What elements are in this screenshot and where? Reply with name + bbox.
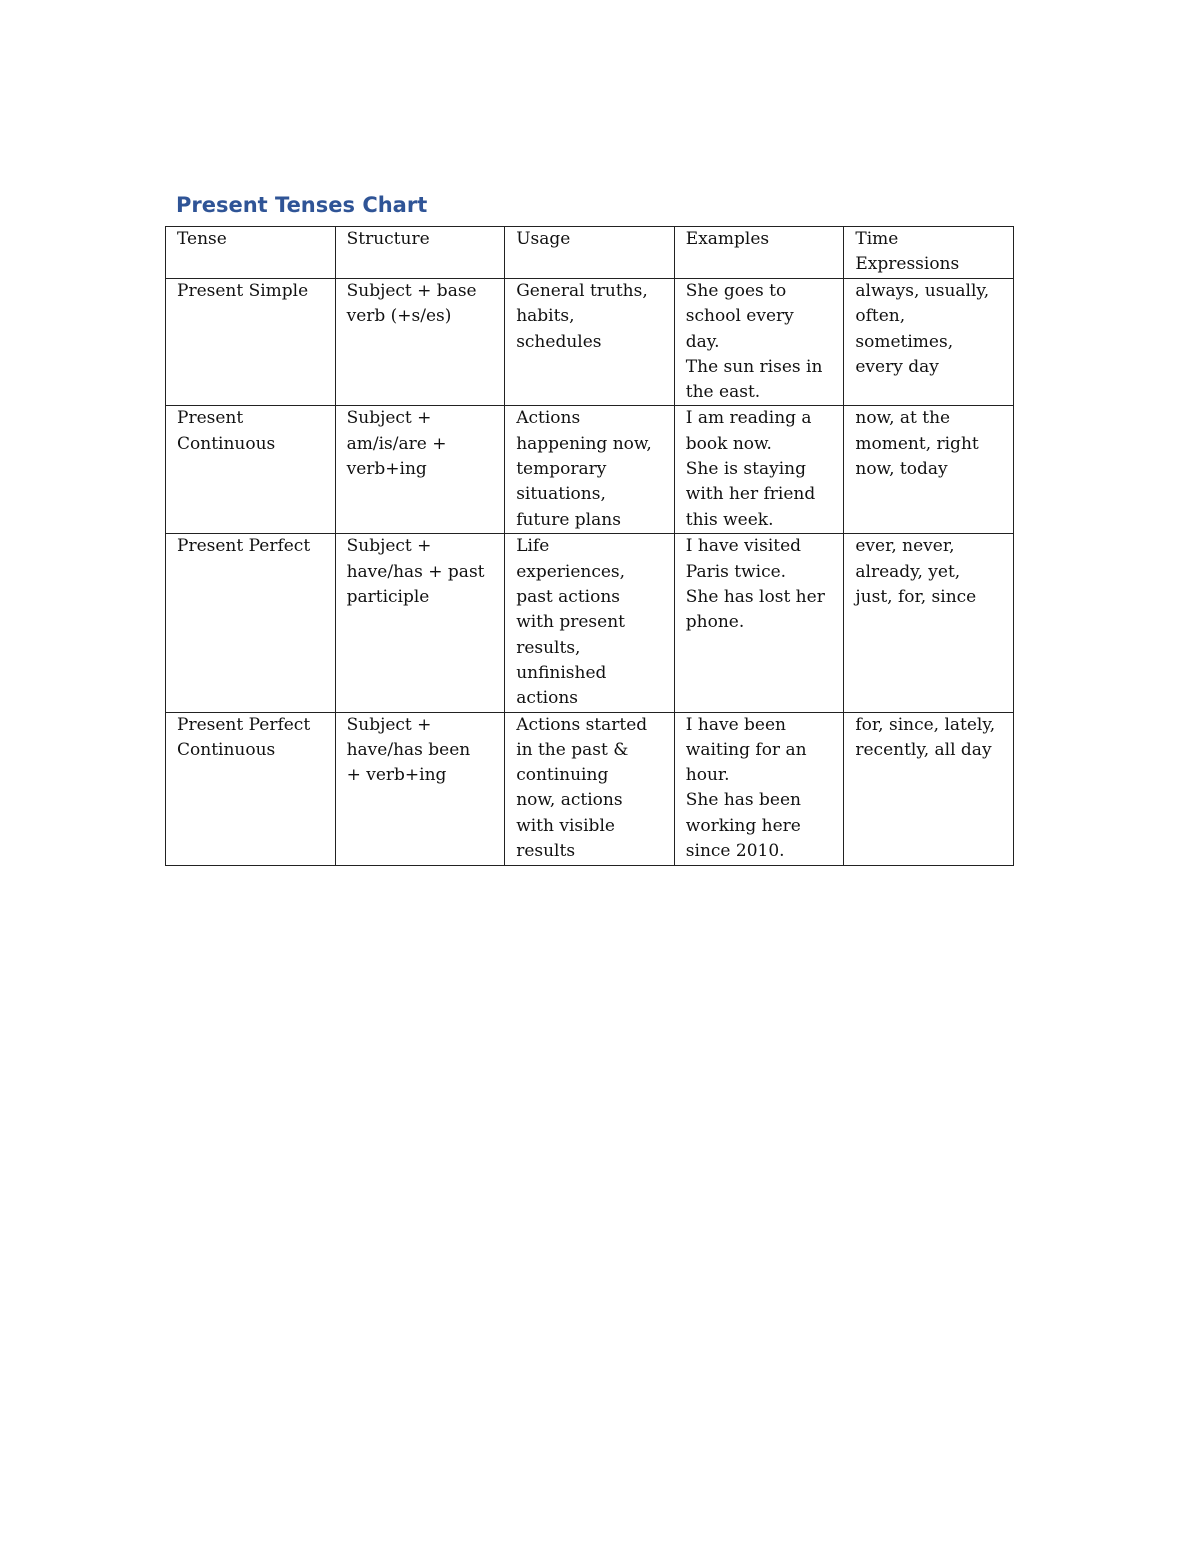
table-header-row [166, 227, 1014, 279]
time-expressions-cell [844, 712, 1014, 865]
document-title: Present Tenses Chart [176, 193, 428, 217]
examples-text: I have been waiting for an hour. She has been working here since 2010. [685, 714, 807, 862]
header-tense-text: Tense [177, 229, 227, 249]
structure-text: Subject + base verb (+s/es) [346, 281, 477, 327]
time-expressions-text: always, usually, often, sometimes, every day [855, 281, 990, 377]
structure-cell [335, 712, 505, 865]
present-tenses-table [165, 226, 1014, 866]
header-cell-structure [335, 227, 505, 279]
header-structure-text: Structure [346, 229, 430, 249]
examples-cell [674, 279, 844, 406]
table-row-present-simple [166, 279, 1014, 406]
time-expressions-cell [844, 406, 1014, 534]
tense-text: Present Simple [177, 281, 309, 301]
header-examples-text: Examples [685, 229, 770, 249]
header-cell-time-expressions [844, 227, 1014, 279]
examples-text: I am reading a book now. She is staying with her friend this week. [685, 408, 816, 530]
structure-text: Subject + have/has + past participle [346, 536, 485, 608]
header-usage-text: Usage [516, 229, 571, 249]
usage-text: Actions happening now, temporary situations, future plans [516, 408, 652, 530]
table-row-present-perfect-continuous [166, 712, 1014, 865]
table-row-present-continuous [166, 406, 1014, 534]
time-expressions-cell [844, 279, 1014, 406]
usage-cell [505, 712, 675, 865]
usage-text: General truths, habits, schedules [516, 281, 648, 352]
time-expressions-text: ever, never, already, yet, just, for, since [855, 536, 977, 608]
examples-text: She goes to school every day. The sun rises in the east. [685, 281, 823, 403]
time-expressions-text: now, at the moment, right now, today [855, 408, 979, 480]
usage-cell [505, 279, 675, 406]
table-row-present-perfect [166, 534, 1014, 712]
tense-cell [166, 406, 336, 534]
header-cell-usage [505, 227, 675, 279]
tense-cell [166, 712, 336, 865]
header-cell-examples [674, 227, 844, 279]
header-cell-tense [166, 227, 336, 279]
usage-cell [505, 406, 675, 534]
usage-cell [505, 534, 675, 712]
tense-text: Present Continuous [177, 408, 276, 454]
usage-text: Life experiences, past actions with present results, unfinished actions [516, 536, 626, 709]
structure-text: Subject + have/has been + verb+ing [346, 714, 471, 786]
examples-cell [674, 406, 844, 534]
time-expressions-text: for, since, lately, recently, all day [855, 714, 996, 760]
tense-cell [166, 279, 336, 406]
examples-cell [674, 712, 844, 865]
usage-text: Actions started in the past & continuing now, actions with visible results [516, 714, 648, 862]
structure-cell [335, 534, 505, 712]
header-time-expressions-text: Time Expressions [855, 229, 960, 275]
structure-text: Subject + am/is/are + verb+ing [346, 408, 447, 480]
time-expressions-cell [844, 534, 1014, 712]
structure-cell [335, 279, 505, 406]
structure-cell [335, 406, 505, 534]
tense-cell [166, 534, 336, 712]
examples-text: I have visited Paris twice. She has lost her phone. [685, 536, 825, 633]
tense-text: Present Perfect [177, 536, 311, 557]
examples-cell [674, 534, 844, 712]
tense-text: Present Perfect Continuous [177, 714, 311, 760]
